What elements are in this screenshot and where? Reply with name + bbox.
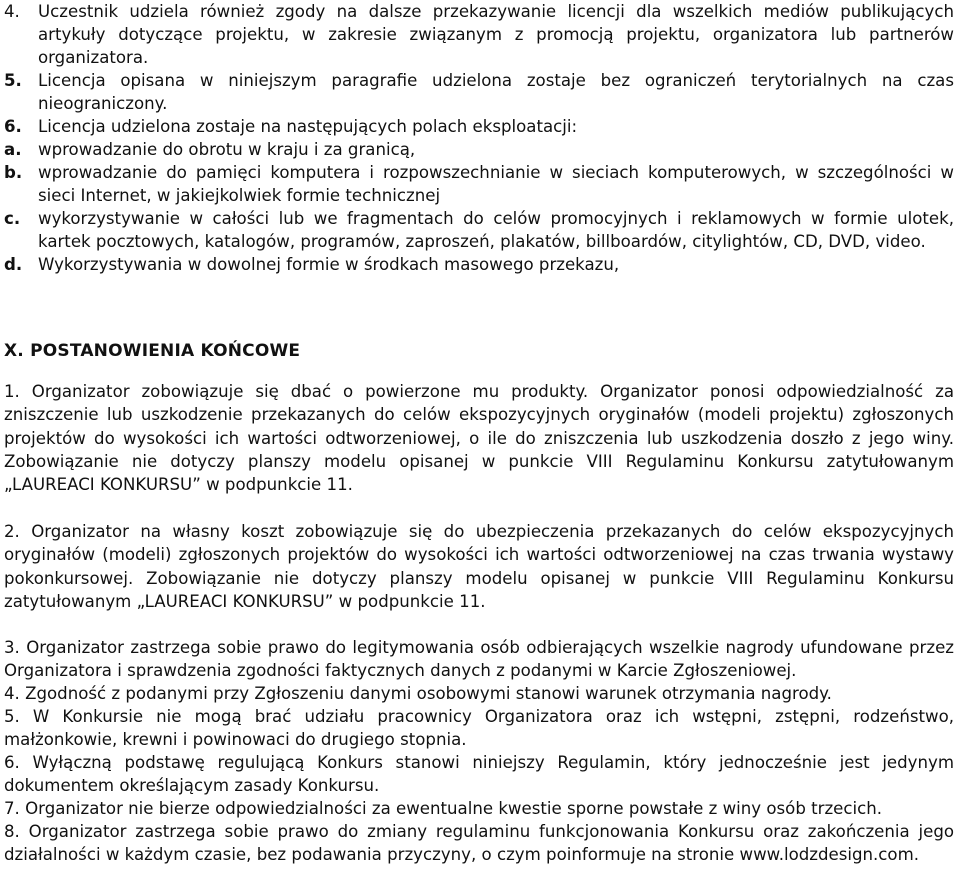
final-paragraph-7: 7. Organizator nie bierze odpowiedzialności za ewentualne kwestie sporne powstałe z winy osób trzecich.: [4, 799, 883, 818]
final-paragraph-6: 6. Wyłączną podstawę regulującą Konkurs stanowi niniejszy Regulamin, który jednocześnie jest jedynym dokumentem określającym zasady Konkursu.: [4, 753, 954, 796]
item-text: Uczestnik udziela również zgody na dalsze przekazywanie licencji dla wszelkich mediów publikujących artykuły dotyczące projektu, w zakresie związanym z promocją projektu, organizatora lub partnerów organizatora.: [38, 2, 954, 67]
final-paragraph-3: 3. Organizator zastrzega sobie prawo do legitymowania osób odbierających wszelkie nagrody ufundowane przez Organizatora i sprawdzenia zgodności faktycznych danych z podanymi w Karcie Zgłoszeniowej.: [4, 638, 954, 681]
license-item-c: [4, 207, 954, 253]
item-marker: a.: [4, 140, 22, 159]
item-text: Licencja opisana w niniejszym paragrafie udzielona zostaje bez ograniczeń terytorialnych na czas nieograniczony.: [38, 71, 954, 113]
final-paragraph-4: 4. Zgodność z podanymi przy Zgłoszeniu danymi osobowymi stanowi warunek otrzymania nagrody.: [4, 684, 832, 703]
item-text: wykorzystywanie w całości lub we fragmentach do celów promocyjnych i reklamowych w formie ulotek, kartek pocztowych, katalogów, programów, zaproszeń, plakatów, billboardów, citylightów, CD, DVD, video.: [38, 209, 954, 251]
item-text: Licencja udzielona zostaje na następujących polach eksploatacji:: [38, 117, 578, 136]
license-item-4: [4, 0, 954, 69]
item-text: Wykorzystywania w dowolnej formie w środkach masowego przekazu,: [38, 255, 620, 274]
item-marker: 5.: [4, 71, 22, 90]
final-paragraph-8: 8. Organizator zastrzega sobie prawo do zmiany regulaminu funkcjonowania Konkursu oraz zakończenia jego działalności w każdym czasie, bez podawania przyczyny, o czym poinformuje na stronie www.lodzdesign.com.: [4, 822, 954, 865]
item-text: wprowadzanie do pamięci komputera i rozpowszechnianie w sieciach komputerowych, w szczególności w sieci Internet, w jakiejkolwiek formie technicznej: [38, 163, 954, 205]
license-item-6: [4, 115, 954, 138]
license-item-d: [4, 253, 954, 276]
final-paragraph-2: 2. Organizator na własny koszt zobowiązuje się do ubezpieczenia przekazanych do celów ekspozycyjnych oryginałów (modeli) zgłoszonych projektów do wysokości ich wartości odtworzeniowej na czas trwania wystawy pokonkursowej. Zobowiązanie nie dotyczy planszy modelu opisanej w punkcie VIII Regulaminu Konkursu zatytułowanym „LAUREACI KONKURSU” w podpunkcie 11.: [4, 522, 954, 611]
final-paragraph-5: 5. W Konkursie nie mogą brać udziału pracownicy Organizatora oraz ich wstępni, zstępni, rodzeństwo, małżonkowie, krewni i powinowaci do drugiego stopnia.: [4, 707, 954, 750]
license-item-b: [4, 161, 954, 207]
item-marker: c.: [4, 209, 21, 228]
section-heading: X. POSTANOWIENIA KOŃCOWE: [4, 341, 301, 361]
item-marker: b.: [4, 163, 23, 182]
item-marker: d.: [4, 255, 23, 274]
license-item-a: [4, 138, 954, 161]
item-marker: 4.: [4, 2, 20, 21]
final-paragraph-1: 1. Organizator zobowiązuje się dbać o powierzone mu produkty. Organizator ponosi odpowiedzialność za zniszczenie lub uszkodzenie przekazanych do celów ekspozycyjnych oryginałów (modeli projektu) zgłoszonych projektów do wysokości ich wartości odtworzeniowej, o ile do zniszczenia lub uszkodzenia doszło z jego winy. Zobowiązanie nie dotyczy planszy modelu opisanej w punkcie VIII Regulaminu Konkursu zatytułowanym „LAUREACI KONKURSU” w podpunkcie 11.: [4, 382, 954, 495]
item-text: wprowadzanie do obrotu w kraju i za granicą,: [38, 140, 416, 159]
license-item-5: [4, 69, 954, 115]
item-marker: 6.: [4, 117, 22, 136]
